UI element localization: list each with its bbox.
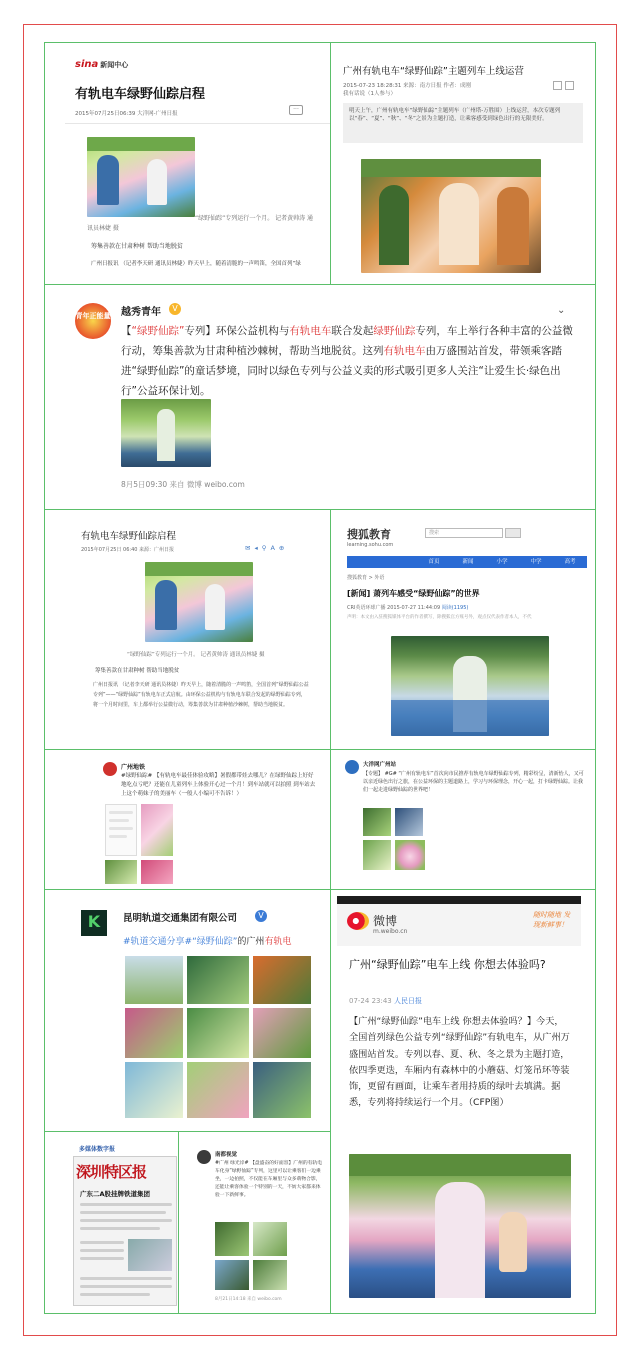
article-title: 广州有轨电车“绿野仙踪”主题列车上线运营 xyxy=(343,66,524,77)
weibo-mobile-article xyxy=(331,890,595,1313)
search-button[interactable] xyxy=(505,528,521,538)
sina-logo: sina 新闻中心 xyxy=(75,59,129,70)
post-thumbnail[interactable] xyxy=(395,840,425,870)
post-body: #广州 绿光岸# 【盘盛奋的好面容】广州的有轨电车化身“绿野仙踪”专列，这里可以让乘客们一边乘坐，一边拍照，不仅能在车厢里与众多萌物合影，还能让乘客体验一个特别的一天，不妨大家都来体验一下新鲜事。 xyxy=(215,1161,323,1198)
post-body: #绿野仙踪# 【有轨电车最佳体验攻略】暑假都带娃去哪儿？在绿野仙踪上好好地吃点亏吧？还能在儿童列车上体验开心过一个月！到车站就可以拍照 到车站去 上这个萌妹子的美丽车（一般人小编可不告诉！） xyxy=(121,773,316,797)
photo-caption: “绿野仙踪”专列运行一个月。 记者黄帅涛 通讯员林婕 摄 xyxy=(127,652,265,658)
newspaper-masthead: 深圳特区报 xyxy=(76,1163,147,1181)
article-title: [新闻] 萧列车感受“绿野仙踪”的世界 xyxy=(347,589,480,598)
tram-interior-photo xyxy=(391,636,549,736)
avatar[interactable] xyxy=(103,762,117,776)
post-thumbnail[interactable] xyxy=(253,956,311,1004)
nav-item[interactable]: 小学 xyxy=(496,559,508,565)
sohu-logo[interactable]: 搜狐教育 xyxy=(347,528,391,541)
post-thumbnail[interactable] xyxy=(187,956,249,1004)
avatar[interactable]: K xyxy=(81,910,107,936)
account-name[interactable]: 大洋网广州站 xyxy=(363,762,397,768)
share-toolbar[interactable]: ✉◂⚲A⊕ xyxy=(245,544,289,552)
tram-interior-photo[interactable] xyxy=(349,1154,571,1298)
post-thumbnail[interactable] xyxy=(125,1062,183,1118)
weibo-logo-text: 微博 xyxy=(373,914,398,928)
photo-caption: “绿野仙踪”专列运行一个月。 记者黄帅涛 通 xyxy=(195,215,314,222)
sohu-url: learning.sohu.com xyxy=(347,542,394,548)
avatar[interactable] xyxy=(345,760,359,774)
tram-photo xyxy=(145,562,253,642)
article-meta: 2015-07-23 18:28:31 来源：南方日报 作者：成刚 xyxy=(343,83,471,89)
nandu-weibo-post xyxy=(179,1132,330,1313)
weibo-logo-icon xyxy=(347,912,369,930)
lead-paragraph: 广州日报讯 （记者李天研 通讯员林婕）昨天早上，随着清脆的一声鸣笛，全国首列“绿 xyxy=(91,261,301,267)
article-title: 广州“绿野仙踪”电车上线 你想去体验吗? xyxy=(349,958,546,971)
post-thumbnail[interactable] xyxy=(105,860,137,884)
top-bar xyxy=(337,896,581,904)
nav-item[interactable]: 中学 xyxy=(530,559,542,565)
disclaimer: 声明：本文由入驻搜狐媒体平台的作者撰写，除搜狐官方账号外，观点仅代表作者本人，不代 xyxy=(347,615,532,620)
post-thumbnail[interactable] xyxy=(215,1222,249,1256)
avatar[interactable] xyxy=(197,1150,211,1164)
account-name[interactable]: 南都视觉 xyxy=(215,1152,238,1158)
gz-metro-weibo-post xyxy=(45,750,330,889)
tv-weibo-post xyxy=(331,750,595,889)
search-input[interactable]: 搜索 xyxy=(425,528,503,538)
post-thumbnail[interactable] xyxy=(125,1008,183,1058)
comment-icon[interactable]: ··· xyxy=(289,105,303,115)
post-body: 【专题】 #G# “广州有轨电车”首次向市民推荐有轨电车绿野仙踪专列，精彩纷呈，清新怡人，又可以亲近绿色出行之旅，在公益环保的主题道路上，学习与环保理念，开心一起，打卡绿野仙踪。让我们一起走进绿野仙踪的世界吧！ xyxy=(363,771,584,793)
post-thumbnail[interactable] xyxy=(215,1260,249,1290)
post-thumbnail[interactable] xyxy=(141,804,173,856)
article-meta: 2015年07月25日 06:40 来源：广州日报 xyxy=(81,547,175,553)
shenzhen-newspaper-clip xyxy=(45,1132,178,1313)
weibo-header xyxy=(337,904,581,946)
avatar[interactable]: 青年正能量 xyxy=(75,303,111,339)
post-thumbnail[interactable] xyxy=(253,1222,287,1256)
newspaper-header: 多媒体数字报 xyxy=(79,1146,116,1153)
nav-item[interactable]: 新闻 xyxy=(462,559,474,565)
banner-slogan: 随时随地 发现新鲜事！ xyxy=(533,911,571,929)
weibo-url: m.weibo.cn xyxy=(373,928,408,935)
nav-item[interactable]: 首页 xyxy=(428,559,440,565)
kunming-weibo-post xyxy=(45,890,330,1131)
sina-news-clip xyxy=(45,43,330,284)
youth-weibo-post xyxy=(45,285,595,509)
account-name[interactable]: 昆明轨道交通集团有限公司 xyxy=(123,913,238,924)
divider xyxy=(65,123,330,124)
nav-bar xyxy=(347,556,587,568)
account-name[interactable]: 广州地铁 xyxy=(121,764,146,771)
article-title: 有轨电车绿野仙踪启程 xyxy=(75,87,206,102)
post-thumbnail[interactable] xyxy=(125,956,183,1004)
post-body: 【“绿野仙踪”专列】环保公益机构与有轨电车联合发起绿野仙踪专列，车上举行各种丰富的公益微行动，筹集善款为甘肃种植沙棘树，帮助当地脱贫。这列有轨电车由万盛围站首发，带领乘客踏进“绿野仙踪”的童话梦境，同时以绿色专列与公益义卖的形式吸引更多人关注“让爱生长·绿色出行”公益环保计划。 xyxy=(121,325,573,397)
post-thumbnail[interactable] xyxy=(253,1008,311,1058)
post-thumbnail[interactable] xyxy=(105,804,137,856)
post-thumbnail[interactable] xyxy=(253,1260,287,1290)
post-photo[interactable] xyxy=(121,399,211,467)
article-meta: 2015年07月25日06:39 大洋网-广州日报 xyxy=(75,111,178,117)
body-paragraph: 广州日报讯 （记者李天研 通讯员林婕）昨天早上，随着清脆的一声鸣笛，全国首列“绿野仙踪公益专列”——“绿野仙踪”有轨电车正式启航。由环保公益机构与有轨电车联合发起的绿野仙踪专列，将一个月时间里，车上都举行公益微行动，筹集善款为甘肃种植沙棘树，帮助当地脱贫。 xyxy=(93,682,309,708)
post-thumbnail[interactable] xyxy=(395,808,423,836)
post-timestamp: 8月5日09:30 来自 微博 weibo.com xyxy=(121,480,245,489)
tram-photo xyxy=(87,137,195,217)
newspaper-headline: 广东二A股挂牌铁道集团 xyxy=(80,1190,151,1198)
article-title: 有轨电车绿野仙踪启程 xyxy=(81,531,177,542)
font-size-icon[interactable] xyxy=(553,81,562,90)
post-thumbnail[interactable] xyxy=(141,860,173,884)
photo-caption-2: 讯员林婕 摄 xyxy=(87,225,119,232)
comment-count: 我有话说（1人参与） xyxy=(343,91,396,97)
article-meta: CRI英语环球广播 2015-07-27 11:44:09 阅读(1195) xyxy=(347,605,469,611)
nanfang-news-clip xyxy=(331,43,595,284)
chevron-down-icon[interactable]: ⌄ xyxy=(557,305,566,316)
summary-box: 明天上午，广州有轨电车“绿野仙踪”主题列车（广州塔-万胜围）上线运营，本次专题列以“春”、“夏”、“秋”、“冬”之景为主题打造，让乘客感受到绿色出行的无限美好。 xyxy=(343,103,583,143)
article-meta: 07-24 23:43 人民日报 xyxy=(349,997,422,1005)
sohu-news-clip xyxy=(331,510,595,749)
nav-item[interactable]: 高考 xyxy=(564,559,576,565)
account-name[interactable]: 越秀青年 xyxy=(121,307,161,318)
subheading: 筹集善款在甘肃种树 帮助当地脱贫 xyxy=(91,243,183,250)
share-icon[interactable] xyxy=(565,81,574,90)
post-thumbnail[interactable] xyxy=(363,808,391,836)
post-thumbnail[interactable] xyxy=(363,840,391,870)
newspaper-page xyxy=(73,1156,177,1306)
post-thumbnail[interactable] xyxy=(187,1062,249,1118)
post-body: #轨道交通分享#“绿野仙踪”的广州有轨电 xyxy=(123,937,292,947)
tram-interior-photo xyxy=(361,159,541,273)
subheading: 筹集善款在甘肃种树 帮助当地脱贫 xyxy=(95,668,180,674)
article-body: 【广州“绿野仙踪”电车上线 你想去体验吗？】今天，全国首列绿色公益专列“绿野仙踪”有轨电车，从广州万盛围站首发。专列以春、夏、秋、冬之景为主题打造，依四季更迭，车厢内有森林中的小蘑菇、灯笼吊环等装饰，更留有画面，让乘车者用持质的绿叶去填满。据悉，专列将持续运行一个月。（CFP图） xyxy=(349,1016,570,1109)
post-timestamp: 8月21日14:18 来自 weibo.com xyxy=(215,1297,282,1302)
post-thumbnail[interactable] xyxy=(253,1062,311,1118)
breadcrumb[interactable]: 搜狐教育 > 外语 xyxy=(347,575,385,581)
verified-icon: V xyxy=(255,910,267,922)
dayoo-news-clip xyxy=(45,510,330,749)
verified-icon: V xyxy=(169,303,181,315)
post-thumbnail[interactable] xyxy=(187,1008,249,1058)
